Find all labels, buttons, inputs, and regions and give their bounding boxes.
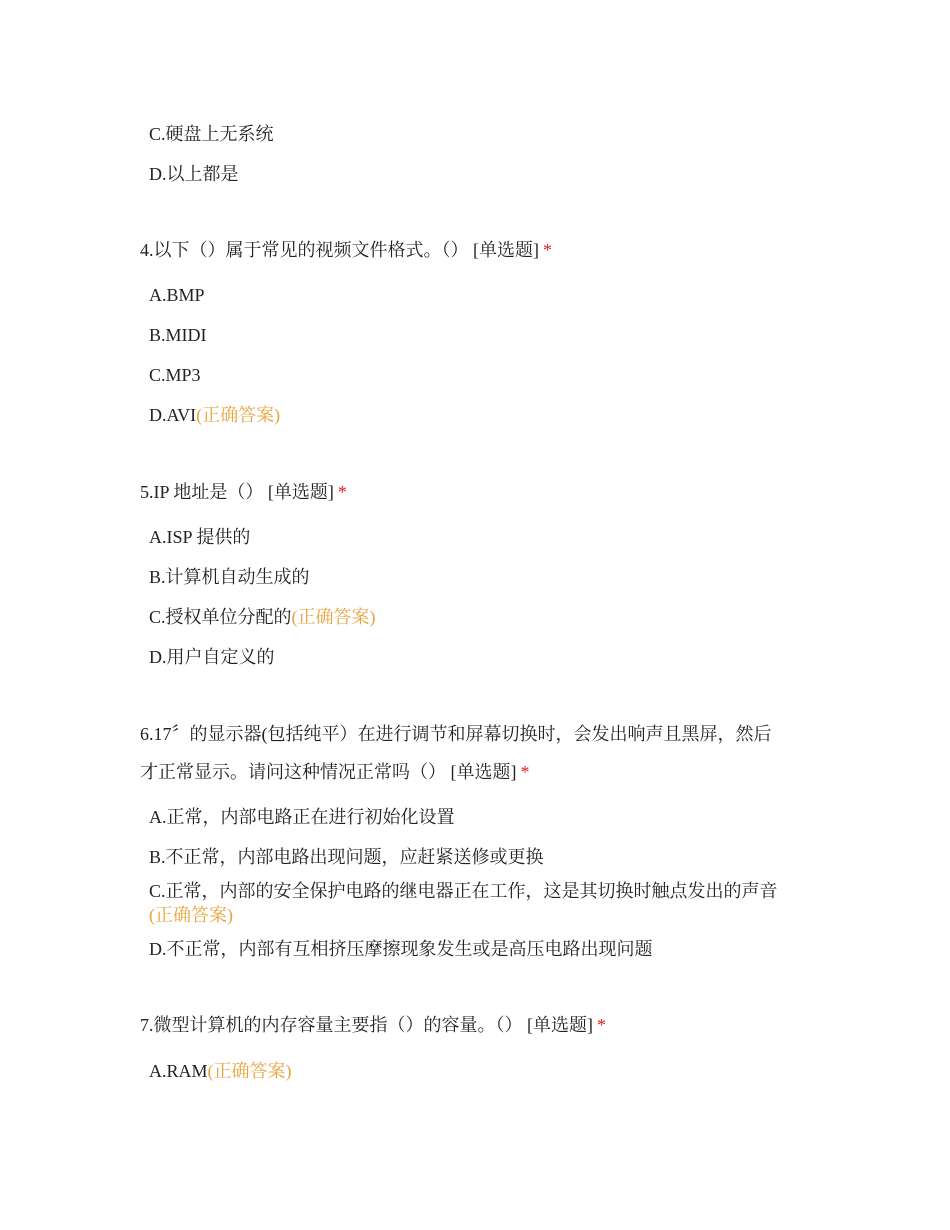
option-a-q5[interactable] xyxy=(149,525,250,549)
option-b-q4[interactable] xyxy=(149,323,207,347)
correct-answer-tag: (正确答案) xyxy=(291,607,376,627)
option-label: C.授权单位分配的 xyxy=(149,607,292,627)
question-text: 4.以下（）属于常见的视频文件格式。（） [单选题] xyxy=(140,240,539,260)
question-title-5 xyxy=(140,480,347,504)
option-label: B.不正常，内部电路出现问题，应赶紧送修或更换 xyxy=(149,847,544,867)
option-a-q6[interactable] xyxy=(149,805,455,829)
question-title-4 xyxy=(140,238,552,262)
option-label: B.计算机自动生成的 xyxy=(149,567,310,587)
required-mark: * xyxy=(597,1015,606,1035)
question-title-6-line2 xyxy=(140,760,530,784)
correct-answer-tag: (正确答案) xyxy=(196,405,281,425)
option-d-q5[interactable] xyxy=(149,645,275,669)
option-d-q3[interactable] xyxy=(149,162,239,186)
option-label: A.RAM xyxy=(149,1061,208,1081)
required-mark: * xyxy=(337,482,347,502)
option-c-q3[interactable] xyxy=(149,122,274,146)
option-a-q4[interactable] xyxy=(149,283,205,307)
option-label: A.ISP 提供的 xyxy=(149,527,251,547)
option-label: D.不正常，内部有互相挤压摩擦现象发生或是高压电路出现问题 xyxy=(149,939,653,959)
option-label: D.以上都是 xyxy=(149,164,239,184)
option-label: C.MP3 xyxy=(149,365,201,385)
question-title-7 xyxy=(140,1013,606,1037)
question-text: 5.IP 地址是（） [单选题] xyxy=(140,482,334,502)
option-label: A.BMP xyxy=(149,285,205,305)
question-title-6-line1 xyxy=(140,722,772,746)
required-mark: * xyxy=(520,762,530,782)
correct-answer-tag: (正确答案) xyxy=(207,1061,292,1081)
question-text: 6.17〞的显示器(包括纯平）在进行调节和屏幕切换时，会发出响声且黑屏，然后 xyxy=(140,724,772,744)
question-text: 才正常显示。请问这种情况正常吗（） [单选题] xyxy=(140,762,517,782)
option-label: B.MIDI xyxy=(149,325,207,345)
option-a-q7[interactable] xyxy=(149,1059,292,1083)
option-label: C.正常，内部的安全保护电路的继电器正在工作，这是其切换时触点发出的声音 xyxy=(149,881,778,901)
option-d-q4[interactable] xyxy=(149,403,280,427)
option-b-q6[interactable] xyxy=(149,845,544,869)
correct-answer-tag: (正确答案) xyxy=(149,905,233,925)
option-c-q6[interactable] xyxy=(149,879,809,927)
option-label: D.AVI xyxy=(149,405,197,425)
option-c-q5[interactable] xyxy=(149,605,376,629)
required-mark: * xyxy=(543,240,552,260)
option-label: C.硬盘上无系统 xyxy=(149,124,274,144)
option-d-q6[interactable] xyxy=(149,937,653,961)
option-c-q4[interactable] xyxy=(149,363,201,387)
option-label: D.用户自定义的 xyxy=(149,647,275,667)
option-label: A.正常，内部电路正在进行初始化设置 xyxy=(149,807,455,827)
option-b-q5[interactable] xyxy=(149,565,310,589)
question-text: 7.微型计算机的内存容量主要指（）的容量。（） [单选题] xyxy=(140,1015,593,1035)
